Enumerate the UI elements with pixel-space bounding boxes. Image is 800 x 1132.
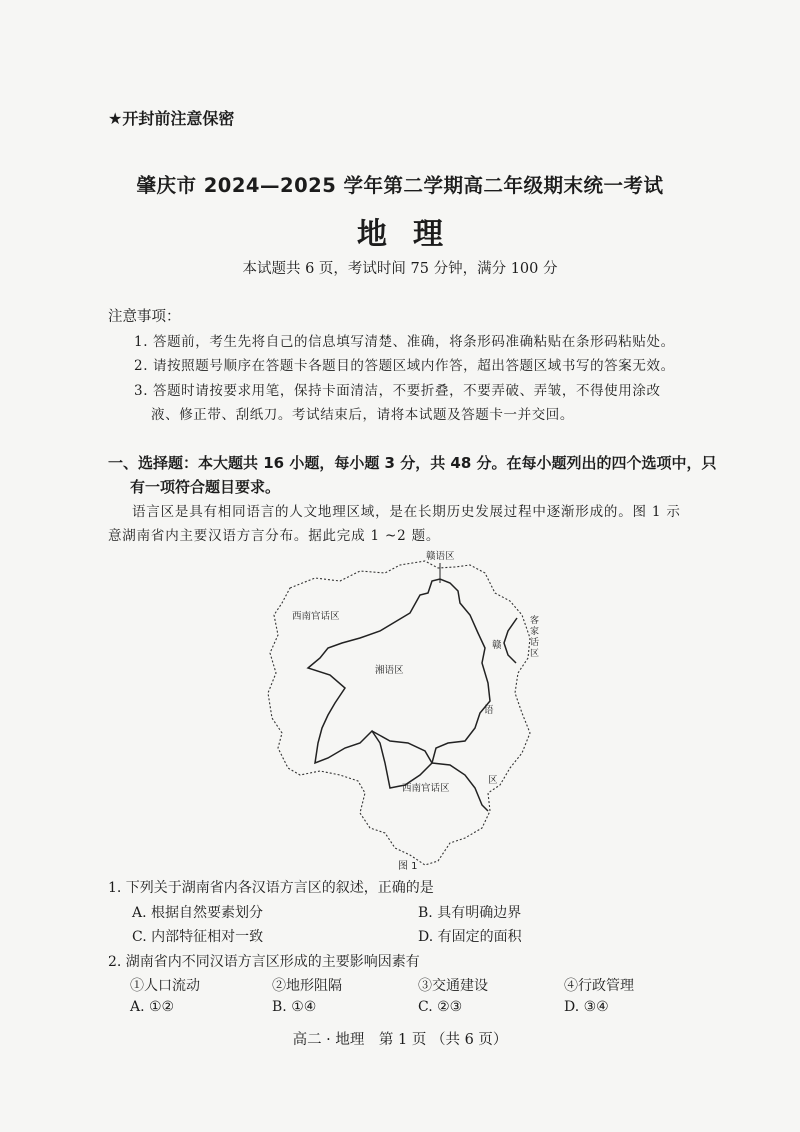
label-xinan-bottom: 西南官话区 [402,783,450,794]
exam-info: 本试题共 6 页，考试时间 75 分钟，满分 100 分 [242,261,558,277]
label-hakka-1: 客 [530,616,540,626]
page-footer: 高二 · 地理 第 1 页 （共 6 页） [292,1032,508,1048]
south-region-boundary [372,731,488,811]
label-gan-v-1: 赣 [492,640,502,651]
question-intro: 语言区是具有相同语言的人文地理区域，是在长期历史发展过程中逐渐形成的。图 1 示 [132,504,681,520]
question-2-stem: 2. 湖南省内不同汉语方言区形成的主要影响因素有 [108,954,420,970]
label-hakka-4: 区 [530,649,540,659]
confidential-notice: ★开封前注意保密 [108,109,235,128]
question-2-option-c[interactable]: C. ②③ [418,999,463,1015]
notice-heading: 注意事项： [108,309,181,325]
label-gan-v-3: 区 [488,775,498,786]
question-2-option-a[interactable]: A. ①② [130,999,175,1015]
question-2-option-d[interactable]: D. ③④ [564,999,609,1015]
label-xinan-top: 西南官话区 [292,611,340,622]
label-gan-top: 赣语区 [426,551,455,562]
hunan-map [260,543,560,873]
question-2-factor-1: ①人口流动 [130,978,200,994]
section-heading-continued: 有一项符合题目要求。 [130,478,281,496]
question-2-factor-3: ③交通建设 [418,978,488,994]
dialect-map-figure [260,543,560,873]
question-2-factor-2: ②地形阻隔 [272,978,342,994]
notice-item: 3. 答题时请按要求用笔，保持卡面清洁，不要折叠，不要弄破、弄皱，不得使用涂改 [134,383,661,399]
notice-item-continued: 液、修正带、刮纸刀。考试结束后，请将本试题及答题卡一并交回。 [151,407,574,423]
question-1-option-c[interactable]: C. 内部特征相对一致 [132,929,264,945]
hakka-region-boundary [504,618,517,663]
exam-title: 肇庆市 2024—2025 学年第二学期高二年级期末统一考试 [136,174,664,197]
label-gan-v-2: 语 [484,705,494,716]
question-1-option-b[interactable]: B. 具有明确边界 [418,905,522,921]
question-2-option-b[interactable]: B. ①④ [272,999,317,1015]
figure-caption: 图 1 [398,861,418,872]
question-1-option-a[interactable]: A. 根据自然要素划分 [132,905,264,921]
question-2-factor-4: ④行政管理 [564,978,634,994]
label-hakka-2: 家 [530,627,540,637]
question-intro-continued: 意湖南省内主要汉语方言分布。据此完成 1 ~2 题。 [108,528,441,544]
section-heading: 一、选择题：本大题共 16 小题，每小题 3 分，共 48 分。在每小题列出的四个选项中，只 [108,454,717,472]
question-1-option-d[interactable]: D. 有固定的面积 [418,929,522,945]
subject-title: 地理 [357,217,469,252]
notice-item: 1. 答题前，考生先将自己的信息填写清楚、准确，将条形码准确粘贴在条形码粘贴处。 [134,334,675,350]
label-hakka-3: 话 [530,638,540,648]
label-xiang: 湘语区 [375,665,404,676]
question-1-stem: 1. 下列关于湖南省内各汉语方言区的叙述，正确的是 [108,880,434,896]
notice-item: 2. 请按照题号顺序在答题卡各题目的答题区域内作答，超出答题区域书写的答案无效。 [134,358,675,374]
